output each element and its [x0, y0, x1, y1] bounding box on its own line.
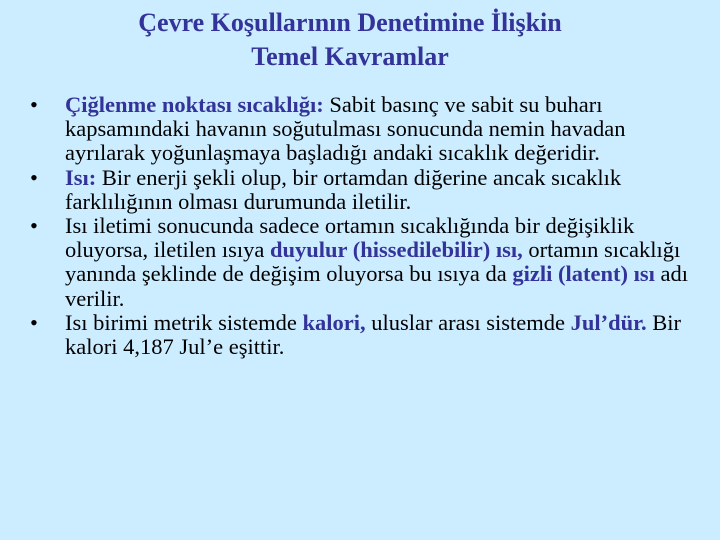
bullet-icon: •: [30, 309, 38, 335]
list-item-heat: [30, 166, 700, 214]
slide-title-line-2: Temel Kavramlar: [251, 42, 449, 71]
list-item-heat-types: [30, 214, 700, 311]
term-joule: Jul’dür.: [570, 309, 647, 335]
slide-title-line-1: Çevre Koşullarının Denetimine İlişkin: [138, 8, 562, 37]
definition-heat: Bir enerji şekli olup, bir ortamdan diğerine ancak sıcaklık farklılığının olması durumunda iletilir.: [65, 164, 622, 214]
term-heat: Isı:: [65, 164, 97, 190]
term-calorie: kalori,: [302, 309, 366, 335]
term-sensible-heat: duyulur (hissedilebilir) ısı,: [269, 237, 523, 263]
bullet-list: [30, 93, 700, 359]
bullet-icon: •: [30, 213, 38, 239]
list-item-heat-units: [30, 311, 700, 359]
text-segment: Bir kalori 4,187 Jul’e eşittir.: [65, 309, 682, 360]
list-item-dew-point: [30, 93, 700, 166]
term-latent-heat: gizli (latent) ısı: [512, 261, 655, 287]
bullet-icon: •: [30, 92, 38, 117]
definition-dew-point: Sabit basınç ve sabit su buharı kapsamındaki havanın soğutulması sonucunda nemin havadan ayrılarak yoğunlaşmaya başladığı andaki sıcaklık değeridir.: [65, 92, 626, 166]
text-segment: ortamın sıcaklığı yanında şeklinde de değişim oluyorsa bu ısıya da: [65, 237, 681, 287]
bullet-icon: •: [30, 164, 38, 190]
term-dew-point: Çiğlenme noktası sıcaklığı:: [65, 92, 324, 117]
text-segment: Isı birimi metrik sistemde: [65, 309, 303, 335]
text-segment: Isı iletimi sonucunda sadece ortamın sıcaklığında bir değişiklik oluyorsa, iletilen ısıya: [65, 213, 635, 263]
slide-title: [0, 6, 700, 74]
text-segment: uluslar arası sistemde: [365, 309, 571, 335]
text-segment: adı verilir.: [65, 261, 689, 311]
